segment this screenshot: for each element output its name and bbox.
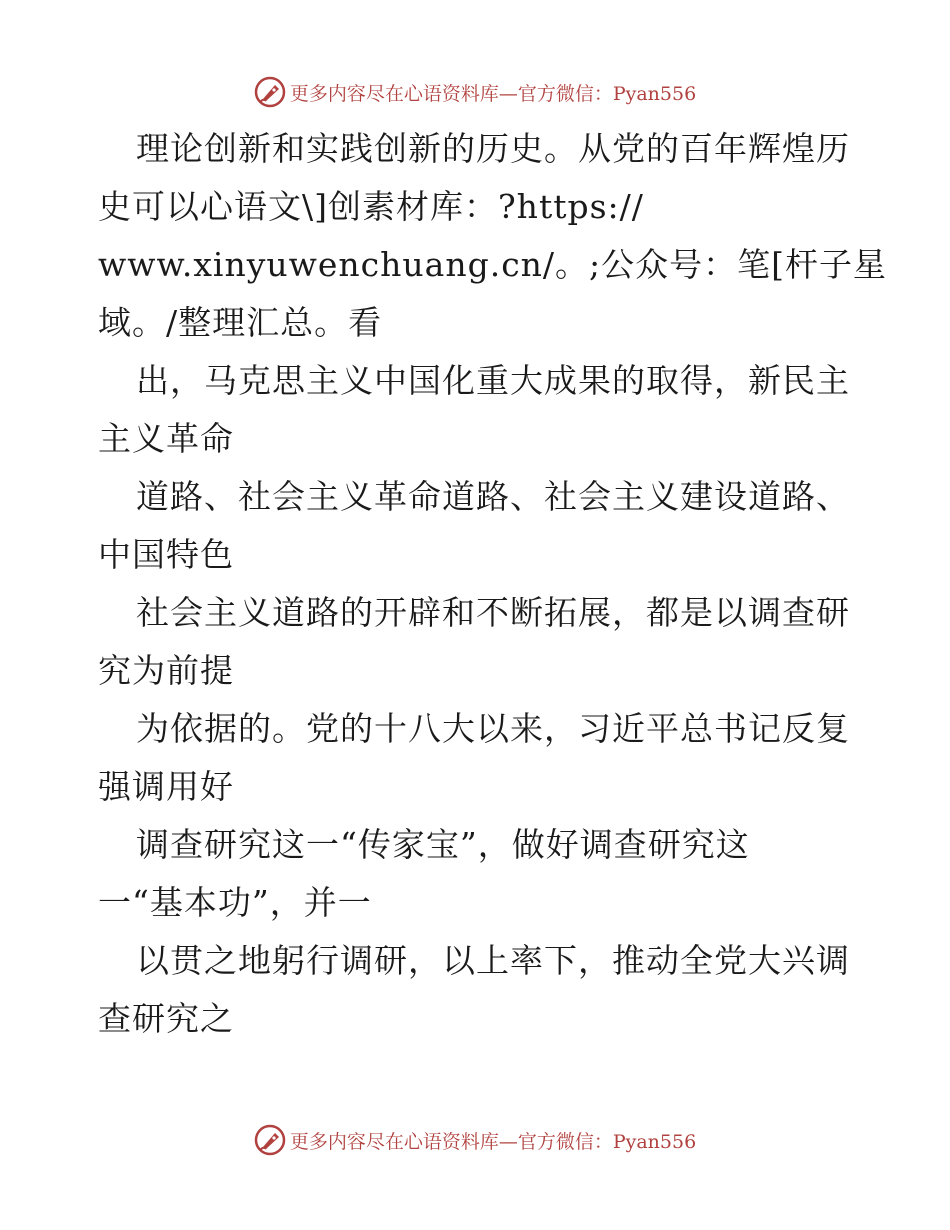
paragraph-line: 道路、社会主义革命道路、社会主义建设道路、 xyxy=(136,477,850,516)
paragraph-line: 史可以心语文\]创素材库：?https:// xyxy=(98,187,644,226)
paragraph-line: 出，马克思主义中国化重大成果的取得，新民主 xyxy=(136,361,850,400)
paragraph-line: 社会主义道路的开辟和不断拓展，都是以调查研 xyxy=(136,593,850,632)
paragraph-line: 以贯之地躬行调研，以上率下，推动全党大兴调 xyxy=(136,941,850,980)
paragraph-line: 究为前提 xyxy=(98,651,234,690)
pen-nib-logo-icon xyxy=(254,76,286,108)
header-banner xyxy=(0,72,950,112)
document-body xyxy=(98,120,888,1048)
paragraph-line: 为依据的。党的十八大以来，习近平总书记反复 xyxy=(136,709,850,748)
paragraph-line: 主义革命 xyxy=(98,419,234,458)
paragraph-line: 一“基本功”，并一 xyxy=(98,883,372,922)
banner-text: 更多内容尽在心语资料库—官方微信：Pyan556 xyxy=(289,1130,697,1153)
paragraph-line: www.xinyuwenchuang.cn/。;公众号：笔[杆子星 xyxy=(98,245,888,284)
banner-text: 更多内容尽在心语资料库—官方微信：Pyan556 xyxy=(289,82,697,105)
pen-nib-logo-icon xyxy=(254,1124,286,1156)
paragraph-line: 域。/整理汇总。看 xyxy=(98,303,383,342)
paragraph-line: 查研究之 xyxy=(98,999,234,1038)
footer-banner xyxy=(0,1120,950,1160)
paragraph-line: 调查研究这一“传家宝”，做好调查研究这 xyxy=(136,825,750,864)
paragraph-line: 中国特色 xyxy=(98,535,234,574)
paragraph-line: 理论创新和实践创新的历史。从党的百年辉煌历 xyxy=(136,129,850,168)
paragraph-line: 强调用好 xyxy=(98,767,234,806)
